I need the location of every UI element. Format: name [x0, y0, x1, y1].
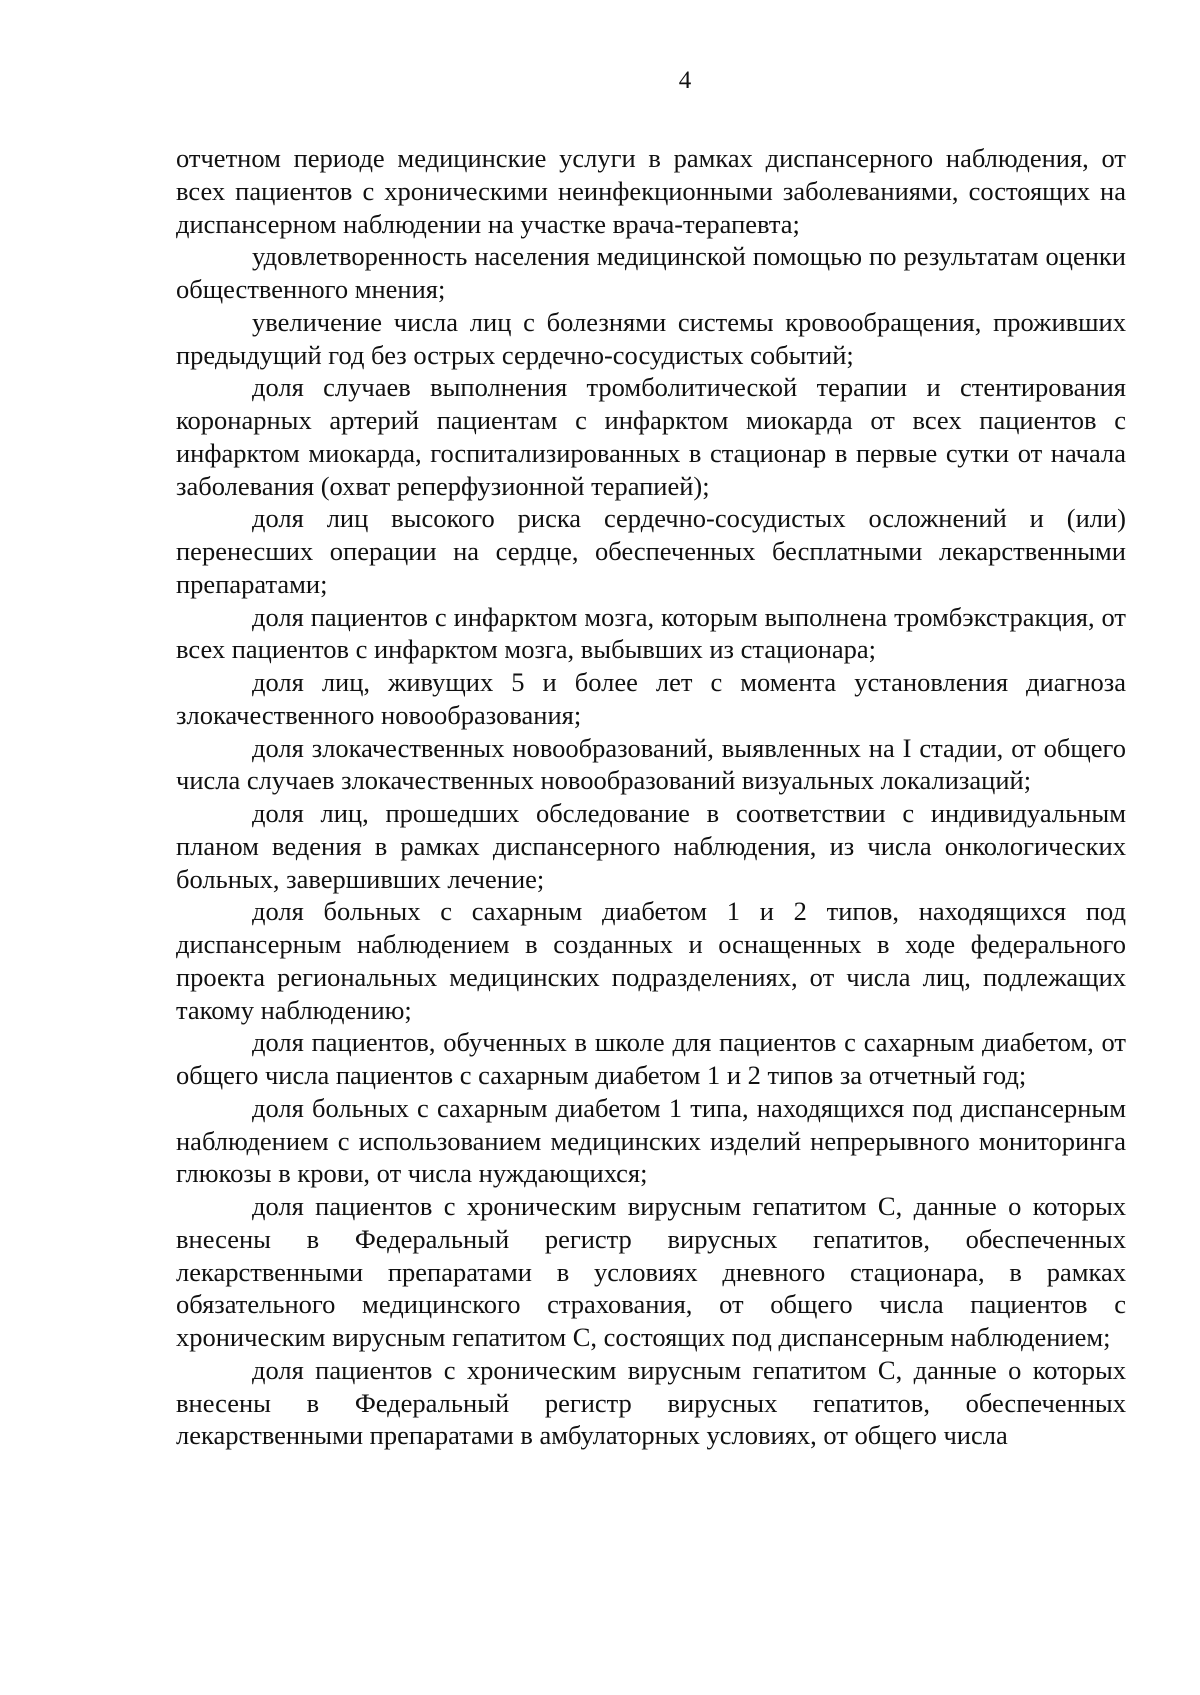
paragraph: доля злокачественных новообразований, выявленных на I стадии, от общего числа случаев злокачественных новообразований визуальных локализаций;	[176, 732, 1126, 796]
paragraph: доля случаев выполнения тромболитической терапии и стентирования коронарных артерий пациентам с инфарктом миокарда от всех пациентов с инфарктом миокарда, госпитализированных в стационар в первые сутки от начала заболевания (охват реперфузионной терапией);	[176, 372, 1126, 501]
page-number: 4	[678, 67, 692, 94]
paragraph: удовлетворенность населения медицинской помощью по результатам оценки общественного мнения;	[176, 241, 1126, 304]
paragraph: доля лиц высокого риска сердечно-сосудистых осложнений и (или) перенесших операции на сердце, обеспеченных бесплатными лекарственными препаратами;	[176, 503, 1126, 599]
paragraph-continued: отчетном периоде медицинские услуги в рамках диспансерного наблюдения, от всех пациентов с хроническими неинфекционными заболеваниями, состоящих на диспансерном наблюдении на участке врача-терапевта;	[176, 143, 1126, 239]
paragraph: доля больных с сахарным диабетом 1 и 2 типов, находящихся под диспансерным наблюдением в созданных и оснащенных в ходе федерального проекта региональных медицинских подразделениях, от числа лиц, подлежащих такому наблюдению;	[176, 896, 1126, 1025]
paragraph: доля пациентов с инфарктом мозга, которым выполнена тромбэкстракция, от всех пациентов с инфарктом мозга, выбывших из стационара;	[176, 601, 1126, 665]
document-body	[176, 142, 1126, 1452]
paragraph: увеличение числа лиц с болезнями системы кровообращения, проживших предыдущий год без острых сердечно-сосудистых событий;	[176, 306, 1126, 370]
paragraph: доля лиц, живущих 5 и более лет с момента установления диагноза злокачественного новообразования;	[176, 667, 1126, 730]
paragraph: доля больных с сахарным диабетом 1 типа, находящихся под диспансерным наблюдением с использованием медицинских изделий непрерывного мониторинга глюкозы в крови, от числа нуждающихся;	[176, 1092, 1126, 1189]
paragraph: доля пациентов, обученных в школе для пациентов с сахарным диабетом, от общего числа пациентов с сахарным диабетом 1 и 2 типов за отчетный год;	[176, 1027, 1126, 1090]
paragraph: доля пациентов с хроническим вирусным гепатитом C, данные о которых внесены в Федеральный регистр вирусных гепатитов, обеспеченных лекарственными препаратами в условиях дневного стационара, в рамках обязательного медицинского страхования, от общего числа пациентов с хроническим вирусным гепатитом C, состоящих под диспансерным наблюдением;	[176, 1191, 1126, 1352]
paragraph-last: доля пациентов с хроническим вирусным гепатитом C, данные о которых внесены в Федеральный регистр вирусных гепатитов, обеспеченных лекарственными препаратами в амбулаторных условиях, от общего числа	[176, 1354, 1126, 1451]
paragraph: доля лиц, прошедших обследование в соответствии с индивидуальным планом ведения в рамках диспансерного наблюдения, из числа онкологических больных, завершивших лечение;	[176, 798, 1126, 894]
